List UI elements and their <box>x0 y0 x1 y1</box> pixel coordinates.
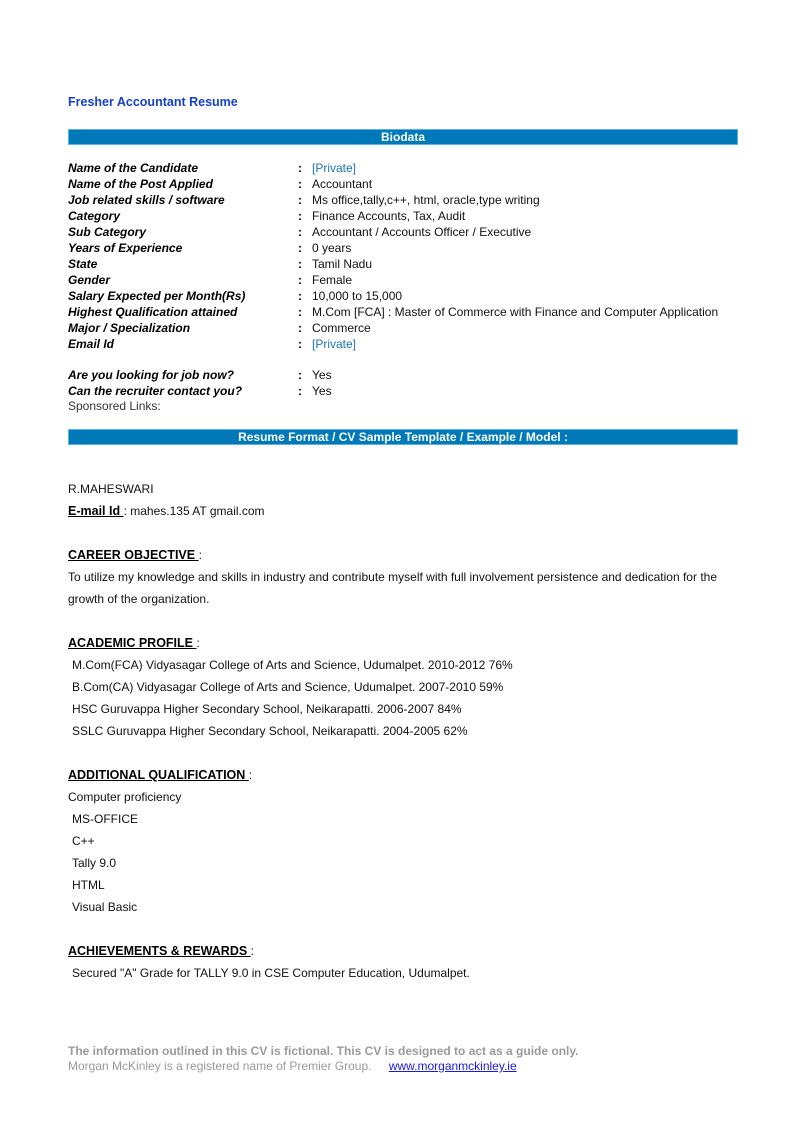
footer-disclaimer: The information outlined in this CV is fictional. This CV is designed to act as a guide only. <box>68 1044 579 1058</box>
bio-separator: : <box>298 193 302 207</box>
academic-profile-heading-line <box>68 632 738 654</box>
qualification-item: Visual Basic <box>72 900 138 914</box>
additional-qualification-heading-line <box>68 764 738 786</box>
bio-label: Salary Expected per Month(Rs) <box>68 289 246 303</box>
bio-row-state <box>68 256 738 272</box>
bio-value: 0 years <box>312 241 352 255</box>
bio-row-salary <box>68 288 738 304</box>
bio-row-looking-for-job <box>68 367 738 383</box>
bio-separator: : <box>298 257 302 271</box>
bio-value: Finance Accounts, Tax, Audit <box>312 209 466 223</box>
bio-value: Tamil Nadu <box>312 257 373 271</box>
qualification-item: Tally 9.0 <box>72 856 117 870</box>
email-line <box>68 500 738 522</box>
bio-row-recruiter-contact <box>68 383 738 399</box>
bio-label: Can the recruiter contact you? <box>68 384 243 398</box>
bio-separator: : <box>298 368 302 382</box>
academic-item: M.Com(FCA) Vidyasagar College of Arts and Science, Udumalpet. 2010-2012 76% <box>72 658 513 672</box>
heading-colon: : <box>250 944 254 958</box>
bio-row-category <box>68 208 738 224</box>
bio-value: Female <box>312 273 353 287</box>
bio-separator: : <box>298 384 302 398</box>
bio-row-major <box>68 320 738 336</box>
bio-row-email <box>68 336 738 352</box>
resume-format-header-bar: Resume Format / CV Sample Template / Example / Model : <box>68 429 738 445</box>
academic-item: HSC Guruvappa Higher Secondary School, Neikarapatti. 2006-2007 84% <box>72 702 462 716</box>
bio-row-experience <box>68 240 738 256</box>
achievements-heading-line <box>68 940 738 962</box>
bio-label: Category <box>68 209 121 223</box>
bio-value: Commerce <box>312 321 371 335</box>
cv-body <box>68 478 738 984</box>
bio-separator: : <box>298 305 302 319</box>
career-objective-heading-line <box>68 544 738 566</box>
email-value: : mahes.135 AT gmail.com <box>123 504 265 518</box>
footer-registered-text: Morgan McKinley is a registered name of Premier Group. <box>68 1059 372 1073</box>
bio-label: Gender <box>68 273 111 287</box>
bio-label: Highest Qualification attained <box>68 305 238 319</box>
academic-item: B.Com(CA) Vidyasagar College of Arts and Science, Udumalpet. 2007-2010 59% <box>72 680 504 694</box>
heading-colon: : <box>198 548 202 562</box>
bio-separator: : <box>298 209 302 223</box>
email-private-link[interactable]: [Private] <box>312 337 357 351</box>
bio-label: Name of the Candidate <box>68 161 199 175</box>
bio-value: Ms office,tally,c++, html, oracle,type writing <box>312 193 540 207</box>
bio-value: M.Com [FCA] : Master of Commerce with Finance and Computer Application <box>312 305 719 319</box>
bio-row-qualification <box>68 304 738 320</box>
achievements-heading: ACHIEVEMENTS & REWARDS <box>68 944 251 958</box>
computer-proficiency-label: Computer proficiency <box>68 790 182 804</box>
career-objective-heading: CAREER OBJECTIVE <box>68 548 199 562</box>
email-label: E-mail Id <box>68 504 124 518</box>
bio-value: Yes <box>312 384 332 398</box>
bio-row-skills <box>68 192 738 208</box>
bio-separator: : <box>298 321 302 335</box>
qualification-item: C++ <box>72 834 95 848</box>
spacer <box>68 742 738 764</box>
achievement-item: Secured "A" Grade for TALLY 9.0 in CSE Computer Education, Udumalpet. <box>72 966 470 980</box>
document-title: Fresher Accountant Resume <box>68 95 238 109</box>
sponsored-links-label: Sponsored Links: <box>68 399 161 413</box>
spacer <box>68 352 738 367</box>
bio-label: Major / Specialization <box>68 321 191 335</box>
bio-value: Yes <box>312 368 332 382</box>
biodata-table <box>68 160 738 414</box>
spacer <box>68 522 738 544</box>
bio-row-post-applied <box>68 176 738 192</box>
bio-value: 10,000 to 15,000 <box>312 289 403 303</box>
heading-colon: : <box>196 636 200 650</box>
career-objective-text: To utilize my knowledge and skills in industry and contribute myself with full involvement persistence and dedication for the growth of the organization. <box>68 570 717 606</box>
candidate-name-private-link[interactable]: [Private] <box>312 161 357 175</box>
bio-separator: : <box>298 241 302 255</box>
biodata-header-bar: Biodata <box>68 129 738 145</box>
bio-separator: : <box>298 289 302 303</box>
heading-colon: : <box>248 768 253 782</box>
bio-label: Years of Experience <box>68 241 183 255</box>
qualification-item: HTML <box>72 878 105 892</box>
bio-separator: : <box>298 161 302 175</box>
bio-label: Job related skills / software <box>68 193 225 207</box>
academic-profile-heading: ACADEMIC PROFILE <box>68 636 197 650</box>
bio-label: Are you looking for job now? <box>68 368 234 382</box>
bio-label: Email Id <box>68 337 115 351</box>
bio-label: Name of the Post Applied <box>68 177 213 191</box>
footer-registered-line <box>68 1059 768 1074</box>
additional-qualification-heading: ADDITIONAL QUALIFICATION <box>68 768 249 782</box>
spacer <box>68 918 738 940</box>
bio-label: Sub Category <box>68 225 147 239</box>
bio-separator: : <box>298 337 302 351</box>
candidate-name: R.MAHESWARI <box>68 482 154 496</box>
bio-row-candidate-name <box>68 160 738 176</box>
bio-row-gender <box>68 272 738 288</box>
bio-separator: : <box>298 225 302 239</box>
bio-value: Accountant / Accounts Officer / Executive <box>312 225 532 239</box>
academic-item: SSLC Guruvappa Higher Secondary School, Neikarapatti. 2004-2005 62% <box>72 724 468 738</box>
bio-label: State <box>68 257 98 271</box>
bio-separator: : <box>298 177 302 191</box>
bio-row-sub-category <box>68 224 738 240</box>
spacer <box>68 610 738 632</box>
footer <box>68 1043 768 1074</box>
morgan-mckinley-link[interactable]: www.morganmckinley.ie <box>388 1059 517 1073</box>
bio-value: Accountant <box>312 177 373 191</box>
bio-separator: : <box>298 273 302 287</box>
qualification-item: MS-OFFICE <box>72 812 138 826</box>
